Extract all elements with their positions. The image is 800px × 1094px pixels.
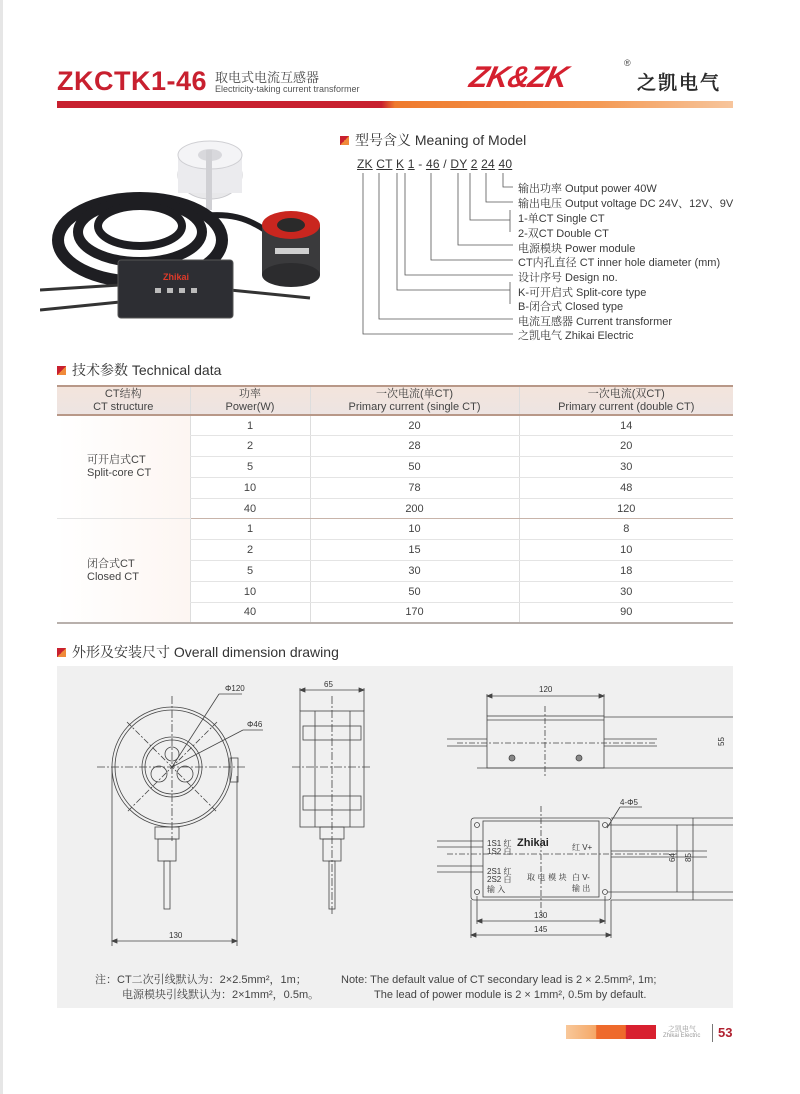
group-closed: 闭合式CT Closed CT: [57, 519, 190, 623]
terminal-2s2: 2S2 白: [487, 875, 512, 884]
code-part: 2: [470, 157, 478, 171]
section-marker-icon: [57, 648, 66, 657]
model-item: 设计序号 Design no.: [518, 272, 618, 284]
cell-double: 48: [519, 477, 733, 498]
registered-mark: ®: [624, 58, 631, 68]
table-header-row: [57, 386, 733, 415]
product-photo: [40, 120, 330, 340]
module-side-view-drawing: [447, 685, 733, 776]
dim-ct-inner-diameter: Φ46: [247, 720, 263, 729]
model-item: 2-双CT Double CT: [518, 228, 609, 240]
module-name-label: 取 电 模 块: [527, 873, 567, 882]
cell-power: 40: [190, 602, 310, 623]
dim-module-height: 55: [717, 737, 726, 746]
code-part: CT: [376, 157, 393, 171]
svg-text:Zhikai: Zhikai: [162, 272, 190, 282]
footer-color-bar: [566, 1025, 656, 1039]
note-cn: [95, 973, 319, 1003]
cell-single: 28: [310, 436, 519, 457]
dim-mounting-holes: 4-Φ5: [620, 798, 638, 807]
model-code: [357, 157, 512, 171]
brand-logo: ZK&ZK: [466, 61, 571, 94]
dim-module-length: 120: [539, 685, 553, 694]
model-item: B-闭合式 Closed type: [518, 301, 624, 313]
note-cn-line: 电源模块引线默认为：2×1mm²，0.5m。: [122, 989, 320, 1001]
code-part: 1: [407, 157, 415, 171]
cell-power: 10: [190, 477, 310, 498]
col-header-double-ct: 一次电流(双CT) Primary current (double CT): [519, 386, 733, 415]
section-title: 型号含义 Meaning of Model: [355, 132, 527, 148]
code-part: ZK: [357, 157, 373, 171]
dim-overall-x: 145: [534, 925, 548, 934]
cell-power: 2: [190, 436, 310, 457]
group-split-core: 可开启式CT Split-core CT: [57, 415, 190, 519]
cell-double: 20: [519, 436, 733, 457]
model-title: ZKCTK1-46: [57, 66, 208, 96]
section-title: 技术参数 Technical data: [72, 362, 222, 378]
dim-ct-outer-diameter: Φ120: [225, 684, 245, 693]
code-part: 24: [481, 157, 495, 171]
cell-single: 10: [310, 519, 519, 540]
note-cn-line: 注：CT二次引线默认为：2×2.5mm²，1m；: [95, 974, 307, 986]
ct-side-view-drawing: [292, 680, 372, 916]
dimension-drawing-panel: [57, 666, 733, 1008]
cell-single: 50: [310, 581, 519, 602]
cell-double: 120: [519, 498, 733, 519]
cell-power: 40: [190, 498, 310, 519]
dim-ct-width: 130: [169, 931, 183, 940]
red-ct-icon: [262, 211, 320, 287]
cell-double: 8: [519, 519, 733, 540]
note-en-line: Note: The default value of CT secondary lead is 2 × 2.5mm², 1m;: [341, 974, 657, 986]
code-separator: -: [418, 157, 423, 171]
header-divider-bar: [57, 101, 733, 108]
code-part: 46: [425, 157, 440, 171]
cell-single: 170: [310, 602, 519, 623]
model-item: 1-单CT Single CT: [518, 213, 605, 225]
section-marker-icon: [57, 366, 66, 375]
cell-double: 14: [519, 415, 733, 436]
cell-power: 5: [190, 561, 310, 582]
code-part: K: [396, 157, 405, 171]
section-heading-technical: [57, 360, 221, 380]
cell-double: 90: [519, 602, 733, 623]
code-part: DY: [450, 157, 468, 171]
dim-hole-pitch-y: 64: [668, 853, 677, 862]
section-heading-dimension: [57, 642, 339, 662]
cell-power: 10: [190, 581, 310, 602]
input-label: 输 入: [487, 885, 506, 894]
module-brand-label: Zhikai: [517, 837, 549, 849]
cell-single: 15: [310, 540, 519, 561]
terminal-1s2: 1S2 白: [487, 847, 512, 856]
model-item: K-可开启式 Split-core type: [518, 287, 647, 299]
cell-double: 18: [519, 561, 733, 582]
page-number: 53: [718, 1025, 733, 1040]
product-title-en: Electricity-taking current transformer: [215, 84, 360, 94]
table-row: [57, 519, 733, 540]
footer-brand-cn: 之凯电气: [668, 1026, 696, 1033]
cell-power: 1: [190, 519, 310, 540]
section-title: 外形及安装尺寸 Overall dimension drawing: [72, 644, 339, 660]
model-item: CT内孔直径 CT inner hole diameter (mm): [518, 257, 721, 269]
cell-single: 20: [310, 415, 519, 436]
cell-double: 30: [519, 581, 733, 602]
product-title-cn: 取电式电流互感器: [215, 70, 320, 85]
table-row: [57, 415, 733, 436]
dim-ct-thickness: 65: [324, 680, 333, 689]
terminal-vminus: 白 V-: [572, 873, 590, 882]
note-en: [341, 973, 656, 1003]
cell-power: 5: [190, 457, 310, 478]
model-item: 输出电压 Output voltage DC 24V、12V、9V: [518, 198, 734, 210]
footer-separator: [712, 1024, 713, 1042]
brand-name-cn: 之凯电气: [637, 73, 722, 94]
cell-power: 2: [190, 540, 310, 561]
note-en-line: The lead of power module is 2 × 1mm², 0.5m by default.: [374, 989, 647, 1001]
footer-brand-en: Zhikai Electric: [663, 1033, 701, 1039]
dim-overall-y: 85: [684, 853, 693, 862]
cell-single: 50: [310, 457, 519, 478]
model-item: 之凯电气 Zhikai Electric: [518, 330, 634, 342]
cell-single: 200: [310, 498, 519, 519]
model-leader-lines: [355, 170, 525, 340]
terminal-1s1: 1S1 红: [487, 839, 512, 848]
model-item: 电流互感器 Current transformer: [518, 316, 673, 328]
cell-double: 10: [519, 540, 733, 561]
ct-front-view-drawing: [97, 684, 263, 946]
col-header-single-ct: 一次电流(单CT) Primary current (single CT): [310, 386, 519, 415]
col-header-structure: CT结构 CT structure: [57, 386, 190, 415]
cell-power: 1: [190, 415, 310, 436]
page-edge: [0, 0, 3, 1094]
terminal-2s1: 2S1 红: [487, 867, 512, 876]
col-header-power: 功率 Power(W): [190, 386, 310, 415]
section-heading-model: [340, 130, 526, 150]
cell-double: 30: [519, 457, 733, 478]
code-part: 40: [498, 157, 513, 171]
technical-data-table: [57, 385, 733, 624]
module-top-view-drawing: [437, 798, 733, 938]
dim-hole-pitch-x: 130: [534, 911, 548, 920]
cell-single: 30: [310, 561, 519, 582]
model-item: 电源模块 Power module: [518, 243, 636, 255]
output-label: 输 出: [572, 884, 591, 893]
cell-single: 78: [310, 477, 519, 498]
code-separator: /: [443, 157, 447, 171]
model-item: 输出功率 Output power 40W: [518, 183, 657, 195]
terminal-vplus: 红 V+: [572, 843, 593, 852]
section-marker-icon: [340, 136, 349, 145]
